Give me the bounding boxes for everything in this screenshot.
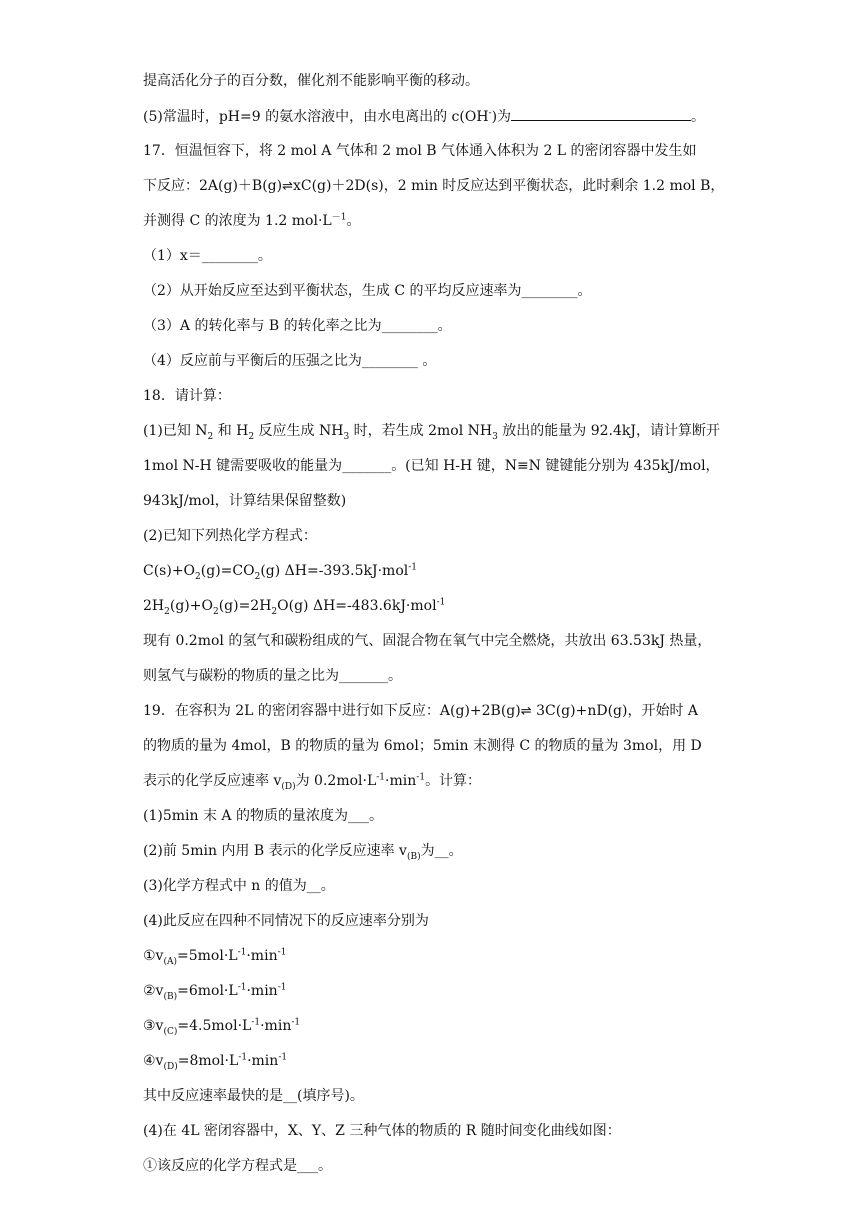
answer-blank: ___ xyxy=(297,1158,318,1174)
thermo-equation-2 xyxy=(143,596,445,616)
superscript: -1 xyxy=(291,1017,301,1028)
subscript: 2 xyxy=(248,431,255,442)
question-18-1-line1 xyxy=(143,421,720,441)
text: (g) ΔH=-393.5kJ·mol xyxy=(260,563,409,579)
text: 2H xyxy=(143,598,165,614)
answer-blank: __ xyxy=(283,1088,297,1104)
text: (4)在 4L 密闭容器中，X、Y、Z 三种气体的物质的 R 随时间变化曲线如图： xyxy=(143,1123,621,1139)
text: 。 xyxy=(346,213,361,229)
subscript: 2 xyxy=(164,606,170,617)
answer-blank: ___ xyxy=(347,808,369,824)
text-line xyxy=(143,71,479,91)
answer-blank xyxy=(511,106,691,121)
answer-blank: ________ xyxy=(361,353,418,369)
text: ·min xyxy=(247,1053,279,1069)
sentence: 提高活化分子的百分数，催化剂不能影响平衡的移动。 xyxy=(143,73,479,89)
text: 时，若生成 2mol NH xyxy=(349,423,493,439)
question-19-4c xyxy=(143,1156,332,1176)
question-18-1-line2 xyxy=(143,456,720,476)
answer-blank: ________ xyxy=(521,283,578,299)
text: (1)已知 N xyxy=(143,423,208,439)
superscript: -1 xyxy=(408,562,418,573)
question-17-2 xyxy=(143,281,592,301)
question-19-4b xyxy=(143,1121,621,1141)
superscript: -1 xyxy=(251,1017,261,1028)
subscript: 2 xyxy=(212,606,219,617)
text: 反应生成 NH xyxy=(254,423,344,439)
text: ②v xyxy=(143,983,164,999)
text: (1)5min 末 A 的物质的量浓度为 xyxy=(143,808,348,824)
text: =5mol·L xyxy=(177,948,238,964)
question-18-1-line3 xyxy=(143,491,346,511)
superscript: -1 xyxy=(277,947,287,958)
text: xC(g)＋2D(s)，2 min 时反应达到平衡状态，此时剩余 1.2 mol B， xyxy=(292,178,725,194)
text: ·min xyxy=(246,983,278,999)
text: 。 xyxy=(318,1158,332,1174)
question-16-5 xyxy=(143,106,705,127)
text: （4）反应前与平衡后的压强之比为 xyxy=(143,353,362,369)
text: 18．请计算： xyxy=(143,388,231,404)
answer-blank: ________ xyxy=(381,318,438,334)
text: 。 xyxy=(448,843,463,859)
question-17-concentration xyxy=(143,211,360,231)
question-19-2 xyxy=(143,841,463,861)
text: 。计算： xyxy=(425,773,482,789)
answer-blank: __ xyxy=(434,843,449,859)
subscript: (D) xyxy=(281,781,296,792)
text: O(g) ΔH=-483.6kJ·mol xyxy=(277,598,437,614)
superscript: -1 xyxy=(416,772,426,783)
superscript: -1 xyxy=(277,982,287,993)
text: (g)=CO xyxy=(200,563,255,579)
subscript: 3 xyxy=(492,431,498,442)
text: 。 xyxy=(320,878,335,894)
text: (填序号)。 xyxy=(297,1088,364,1104)
text: （1）x＝ xyxy=(143,248,202,264)
text: 下反应：2A(g)＋B(g) xyxy=(143,178,283,194)
question-19-line2 xyxy=(143,736,702,756)
text: 。 xyxy=(577,283,592,299)
text: 。 xyxy=(388,668,402,684)
subscript: 2 xyxy=(254,571,261,582)
text: ·min xyxy=(246,948,278,964)
text: 为 xyxy=(420,843,435,859)
text: 其中反应速率最快的是 xyxy=(143,1088,283,1104)
text: ③v xyxy=(143,1018,164,1034)
text: C(s)+O xyxy=(143,563,196,579)
equilibrium-arrow-icon: ⇌ xyxy=(282,179,293,194)
question-18-2-line2 xyxy=(143,666,402,686)
superscript: - xyxy=(488,108,492,119)
question-17-3 xyxy=(143,316,452,336)
answer-blank: ________ xyxy=(201,248,258,264)
rate-option-4 xyxy=(143,1051,287,1071)
text: 3C(g)+nD(g)，开始时 A xyxy=(531,703,699,719)
text: 放出的能量为 92.4kJ，请计算断开 xyxy=(497,423,721,439)
question-18-title xyxy=(143,386,231,406)
text: (2)已知下列热化学方程式： xyxy=(143,528,317,544)
rate-option-1 xyxy=(143,946,286,966)
text: ④v xyxy=(143,1053,164,1069)
answer-blank: __ xyxy=(306,878,321,894)
text: （3）A 的转化率与 B 的转化率之比为 xyxy=(143,318,382,334)
text: 并测得 C 的浓度为 1.2 mol·L xyxy=(143,213,332,229)
superscript: -1 xyxy=(436,597,446,608)
text: 19．在容积为 2L 的密闭容器中进行如下反应：A(g)+2B(g) xyxy=(143,703,521,719)
text: 和 H xyxy=(213,423,249,439)
question-19-fastest xyxy=(143,1086,364,1106)
subscript: (A) xyxy=(163,956,177,967)
subscript: 2 xyxy=(207,431,214,442)
superscript: -1 xyxy=(237,947,247,958)
answer-blank: _______ xyxy=(342,458,392,474)
subscript: (B) xyxy=(406,851,421,862)
text: 。 xyxy=(417,353,437,369)
text: 为 0.2mol·L xyxy=(295,773,377,789)
text: =8mol·L xyxy=(177,1053,239,1069)
text: )为 xyxy=(491,109,512,125)
subscript: (C) xyxy=(163,1026,178,1037)
superscript: -1 xyxy=(376,772,386,783)
question-18-2-line1 xyxy=(143,631,711,651)
question-19-4 xyxy=(143,911,429,931)
equilibrium-arrow-icon: ⇌ xyxy=(520,704,532,719)
subscript: (D) xyxy=(163,1061,178,1072)
subscript: 2 xyxy=(195,571,201,582)
text: 1mol N-H 键需要吸收的能量为 xyxy=(143,458,343,474)
text: ①v xyxy=(143,948,164,964)
question-17-4 xyxy=(143,351,436,371)
question-19-line1 xyxy=(143,701,698,722)
text: 的物质的量为 4mol，B 的物质的量为 6mol；5min 末测得 C 的物质的量为 3mol，用 D xyxy=(143,738,702,754)
text: ①该反应的化学方程式是 xyxy=(143,1158,297,1174)
superscript: －1 xyxy=(331,212,347,223)
text: 。(已知 H-H 键，N≡N 键键能分别为 435kJ/mol， xyxy=(391,458,720,474)
text: 。 xyxy=(691,109,706,125)
question-17-equation xyxy=(143,176,724,197)
text: 表示的化学反应速率 v xyxy=(143,773,282,789)
rate-option-2 xyxy=(143,981,286,1001)
rate-option-3 xyxy=(143,1016,300,1036)
text: (2)前 5min 内用 B 表示的化学反应速率 v xyxy=(143,843,407,859)
text: 943kJ/mol，计算结果保留整数) xyxy=(143,493,347,509)
question-19-1 xyxy=(143,806,383,826)
text: （2）从开始反应至达到平衡状态，生成 C 的平均反应速率为 xyxy=(143,283,522,299)
text: (4)此反应在四种不同情况下的反应速率分别为 xyxy=(143,913,429,929)
text: ·min xyxy=(385,773,417,789)
text: =4.5mol·L xyxy=(177,1018,252,1034)
text: (g)+O xyxy=(169,598,213,614)
question-19-line3 xyxy=(143,771,481,791)
text: (g)=2H xyxy=(218,598,272,614)
text: ·min xyxy=(260,1018,292,1034)
text: 现有 0.2mol 的氢气和碳粉组成的气、固混合物在氧气中完全燃烧，共放出 63.53kJ 热量， xyxy=(143,633,712,649)
subscript: 2 xyxy=(271,606,278,617)
text: (3)化学方程式中 n 的值为 xyxy=(143,878,307,894)
superscript: -1 xyxy=(238,1052,248,1063)
text: 。 xyxy=(257,248,272,264)
subscript: 3 xyxy=(343,431,350,442)
text: (5)常温时，pH=9 的氨水溶液中，由水电离出的 c(OH xyxy=(143,109,489,125)
question-17-stem xyxy=(143,141,697,161)
question-17-1 xyxy=(143,246,272,266)
text: 。 xyxy=(368,808,383,824)
subscript: (B) xyxy=(163,991,178,1002)
text: 17．恒温恒容下，将 2 mol A 气体和 2 mol B 气体通入体积为 2 L 的密闭容器中发生如 xyxy=(143,143,697,159)
superscript: -1 xyxy=(237,982,247,993)
text: 则氢气与碳粉的物质的量之比为 xyxy=(143,668,339,684)
text: 。 xyxy=(437,318,452,334)
question-18-2 xyxy=(143,526,317,546)
thermo-equation-1 xyxy=(143,561,417,581)
answer-blank: _______ xyxy=(339,668,388,684)
superscript: -1 xyxy=(278,1052,288,1063)
text: =6mol·L xyxy=(177,983,238,999)
question-19-3 xyxy=(143,876,335,896)
